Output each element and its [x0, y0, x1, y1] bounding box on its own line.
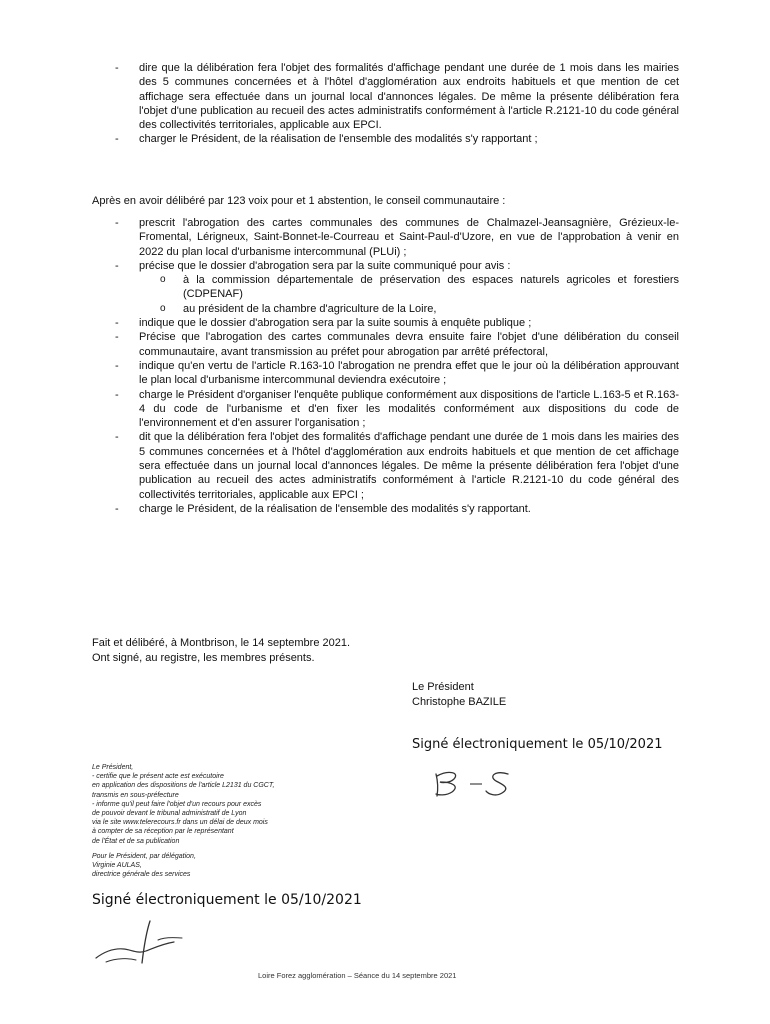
sub-item: o au président de la chambre d'agriculture de la Loire,: [160, 302, 679, 316]
president-name: Christophe BAZILE: [412, 696, 507, 708]
decisions-list: [115, 216, 679, 516]
delegation-line: directrice générale des services: [92, 871, 191, 879]
certification-block: [92, 763, 332, 846]
list-item: - charger le Président, de la réalisation de l'ensemble des modalités s'y rapportant ;: [115, 132, 679, 146]
dgs-signature: [92, 918, 192, 973]
decision-item: - charge le Président, de la réalisation de l'ensemble des modalités s'y rapportant.: [115, 502, 679, 516]
delegation-line: Pour le Président, par délégation,: [92, 853, 196, 860]
cert-line: - informe qu'il peut faire l'objet d'un recours pour excès: [92, 800, 262, 808]
decision-item: - indique qu'en vertu de l'article R.163-10 l'abrogation ne prendra effet que le jour où la délibération approuvant le plan local d'urbanisme intercommunal deviendra exécutoire ;: [115, 359, 679, 388]
delegation-line: Virginie AULAS,: [92, 862, 142, 870]
decision-item: - prescrit l'abrogation des cartes communales des communes de Chalmazel-Jeansagnière, Grézieux-le-Fromental, Lérigneux, Saint-Bonnet-le-Courreau et Saint-Paul-d'Uzore, en vue de l'approbation à venir en 2022 du plan local d'urbanisme intercommunal (PLUi) ;: [115, 216, 679, 259]
cert-line: en application des dispositions de l'article L2131 du CGCT,: [92, 782, 275, 790]
cert-line: via le site www.telerecours.fr dans un délai de deux mois: [92, 819, 268, 827]
closing-line-2: Ont signé, au registre, les membres présents.: [92, 652, 315, 664]
cert-line: de l'État et de sa publication: [92, 837, 180, 845]
president-title: Le Président: [412, 681, 474, 693]
decision-item: - indique que le dossier d'abrogation sera par la suite soumis à enquête publique ;: [115, 316, 679, 330]
cert-line: Le Président,: [92, 764, 134, 771]
cert-line: de pouvoir devant le tribunal administratif de Lyon: [92, 810, 247, 818]
decision-item: - dit que la délibération fera l'objet des formalités d'affichage pendant une durée de 1 mois dans les mairies des 5 communes concernées et à l'hôtel d'agglomération aux endroits habituels et que mention de cet affichage sera effectuée dans un journal local d'annonces légales. De même la présente délibération fera l'objet d'une publication au recueil des actes administratifs conformément à l'article R.2121-10 du code général des collectivités territoriales, applicable aux EPCI ;: [115, 430, 679, 501]
delegation-block: [92, 852, 312, 880]
closing-line-1: Fait et délibéré, à Montbrison, le 14 septembre 2021.: [92, 637, 351, 649]
decision-item: [115, 259, 679, 316]
cert-line: transmis en sous-préfecture: [92, 791, 179, 799]
decision-item: - Précise que l'abrogation des cartes communales devra ensuite faire l'objet d'une délibération du conseil communautaire, avant transmission au préfet pour abrogation par arrêté préfectoral,: [115, 330, 679, 359]
top-list: [115, 61, 679, 147]
sub-item: o à la commission départementale de préservation des espaces naturels agricoles et forestiers (CDPENAF): [160, 273, 679, 302]
list-item: - dire que la délibération fera l'objet des formalités d'affichage pendant une durée de 1 mois dans les mairies des 5 communes concernées et à l'hôtel d'agglomération aux endroits habituels et que mention de cet affichage sera effectuée dans un journal local d'annonces légales. De même la présente délibération fera l'objet d'une publication au recueil des actes administratifs conformément à l'article R.2121-10 du code général des collectivités territoriales, applicable aux EPCI.: [115, 61, 679, 132]
signed-electronically-label: Signé électroniquement le 05/10/2021: [412, 737, 663, 752]
cert-line: à compter de sa réception par le représentant: [92, 828, 234, 836]
president-signature: [430, 764, 520, 800]
page-footer: Loire Forez agglomération – Séance du 14 septembre 2021: [258, 971, 457, 980]
decision-item-text: précise que le dossier d'abrogation sera par la suite communiqué pour avis :: [139, 259, 511, 272]
cert-line: - certifie que le présent acte est exécutoire: [92, 773, 224, 781]
decision-item: - charge le Président d'organiser l'enquête publique conformément aux dispositions de l'article L.163-5 et R.163-4 du code de l'urbanisme et d'en fixer les modalités conformément aux dispositions du code de l'environnement et d'en assurer l'organisation ;: [115, 388, 679, 431]
signed-electronically-label-2: Signé électroniquement le 05/10/2021: [92, 892, 362, 908]
vote-intro: Après en avoir délibéré par 123 voix pour et 1 abstention, le conseil communautaire :: [92, 195, 506, 207]
